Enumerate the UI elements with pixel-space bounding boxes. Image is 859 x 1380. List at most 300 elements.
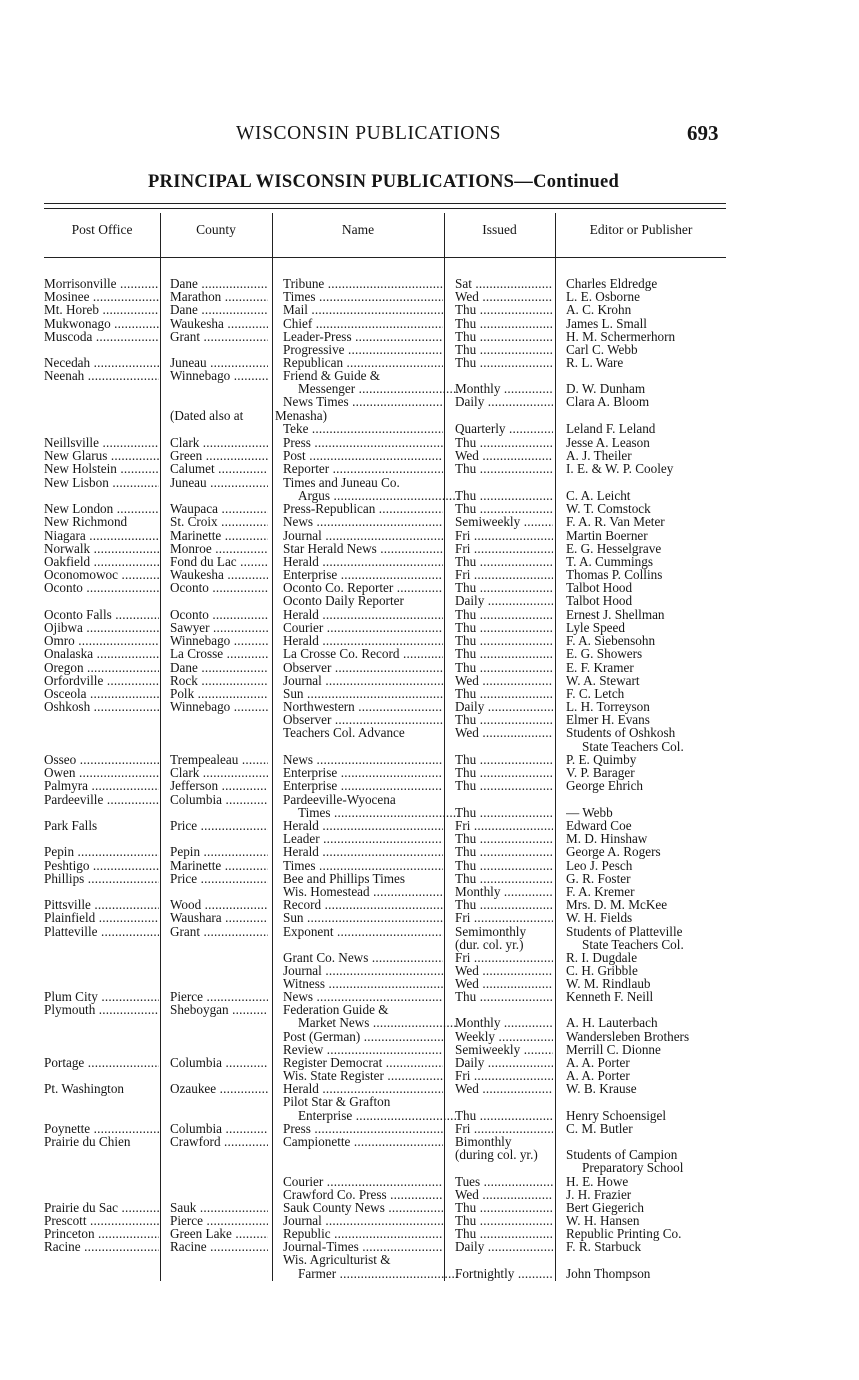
table-row bbox=[0, 409, 859, 423]
issued-cell: Fri ..... bbox=[455, 529, 553, 543]
county-cell: Pepin ..... bbox=[170, 845, 268, 859]
publication-name-cell: Republic ..... bbox=[283, 1227, 443, 1241]
editor-cell: Martin Boerner bbox=[566, 529, 648, 543]
editor-cell: Students of Campion bbox=[566, 1148, 678, 1162]
editor-cell: Merrill C. Dionne bbox=[566, 1043, 661, 1057]
post-office-cell: Osceola ..... bbox=[44, 687, 159, 701]
publication-name-cell: La Crosse Co. Record ..... bbox=[283, 647, 443, 661]
editor-cell: F. A. Kremer bbox=[566, 885, 635, 899]
issued-cell: Bimonthly bbox=[455, 1135, 512, 1149]
issued-cell: Thu ..... bbox=[455, 436, 553, 450]
publication-name-cell: Herald ..... bbox=[283, 634, 443, 648]
table-row bbox=[0, 568, 859, 582]
table-row bbox=[0, 369, 859, 383]
publication-name-cell: Messenger ..... bbox=[298, 382, 458, 396]
county-cell: Marinette ..... bbox=[170, 859, 268, 873]
editor-cell: W. M. Rindlaub bbox=[566, 977, 651, 991]
editor-cell: Thomas P. Collins bbox=[566, 568, 663, 582]
table-row bbox=[0, 303, 859, 317]
county-cell: Fond du Lac ..... bbox=[170, 555, 268, 569]
table-row bbox=[0, 1122, 859, 1136]
publication-name-cell: Journal-Times ..... bbox=[283, 1240, 443, 1254]
table-row bbox=[0, 674, 859, 688]
issued-cell: Thu ..... bbox=[455, 317, 553, 331]
editor-cell: Leo J. Pesch bbox=[566, 859, 633, 873]
table-row bbox=[0, 449, 859, 463]
table-row bbox=[0, 608, 859, 622]
post-office-cell: Norwalk ..... bbox=[44, 542, 159, 556]
table-row bbox=[0, 476, 859, 490]
post-office-cell: Oshkosh ..... bbox=[44, 700, 159, 714]
issued-cell: Fri ..... bbox=[455, 1069, 553, 1083]
issued-cell: Wed ..... bbox=[455, 977, 553, 991]
issued-cell: Thu ..... bbox=[455, 489, 553, 503]
table-row bbox=[0, 819, 859, 833]
county-cell: Marinette ..... bbox=[170, 529, 268, 543]
post-office-cell: New Holstein ..... bbox=[44, 462, 159, 476]
issued-cell: Wed ..... bbox=[455, 964, 553, 978]
post-office-cell: New London ..... bbox=[44, 502, 159, 516]
county-cell: Juneau ..... bbox=[170, 476, 268, 490]
post-office-cell: Peshtigo ..... bbox=[44, 859, 159, 873]
issued-cell: Wed ..... bbox=[455, 290, 553, 304]
post-office-cell: Plymouth ..... bbox=[44, 1003, 159, 1017]
county-cell: Trempealeau ..... bbox=[170, 753, 268, 767]
publication-name-cell: Herald ..... bbox=[283, 1082, 443, 1096]
editor-cell: W. H. Hansen bbox=[566, 1214, 640, 1228]
county-cell: Grant ..... bbox=[170, 925, 268, 939]
publication-name-cell: Observer ..... bbox=[283, 661, 443, 675]
post-office-cell: Neenah ..... bbox=[44, 369, 159, 383]
issued-cell: Thu ..... bbox=[455, 555, 553, 569]
running-title: WISCONSIN PUBLICATIONS bbox=[236, 123, 502, 144]
publication-name-cell: Enterprise ..... bbox=[298, 1109, 458, 1123]
county-cell: Sheboygan ..... bbox=[170, 1003, 268, 1017]
county-cell: Wood ..... bbox=[170, 898, 268, 912]
county-cell: Columbia ..... bbox=[170, 1122, 268, 1136]
editor-cell: C. A. Leicht bbox=[566, 489, 631, 503]
editor-cell: H. E. Howe bbox=[566, 1175, 629, 1189]
editor-cell: V. P. Barager bbox=[566, 766, 635, 780]
table-row bbox=[0, 753, 859, 767]
issued-cell: Thu ..... bbox=[455, 990, 553, 1004]
post-office-cell: Muscoda ..... bbox=[44, 330, 159, 344]
editor-cell: L. E. Osborne bbox=[566, 290, 640, 304]
issued-cell: Thu ..... bbox=[455, 303, 553, 317]
table-row bbox=[0, 872, 859, 886]
issued-cell: Thu ..... bbox=[455, 581, 553, 595]
county-cell: Price ..... bbox=[170, 872, 268, 886]
publication-name-cell: Journal ..... bbox=[283, 529, 443, 543]
editor-cell: John Thompson bbox=[566, 1267, 651, 1281]
publication-name-cell: Bee and Phillips Times bbox=[283, 872, 406, 886]
editor-cell: W. T. Comstock bbox=[566, 502, 651, 516]
table-row bbox=[0, 581, 859, 595]
publication-name-cell: Sun ..... bbox=[283, 687, 443, 701]
publication-name-cell: Northwestern ..... bbox=[283, 700, 443, 714]
issued-cell: (during col. yr.) bbox=[455, 1148, 538, 1162]
issued-cell: Quarterly ..... bbox=[455, 422, 553, 436]
issued-cell: Thu ..... bbox=[455, 462, 553, 476]
issued-cell: Thu ..... bbox=[455, 634, 553, 648]
publication-name-cell: Wis. Agriculturist & bbox=[283, 1253, 391, 1267]
table-row bbox=[0, 542, 859, 556]
county-cell: Ozaukee ..... bbox=[170, 1082, 268, 1096]
table-row bbox=[0, 529, 859, 543]
editor-cell: F. A. Siebensohn bbox=[566, 634, 656, 648]
post-office-cell: New Lisbon ..... bbox=[44, 476, 159, 490]
post-office-cell: Racine ..... bbox=[44, 1240, 159, 1254]
publication-name-cell: News ..... bbox=[283, 515, 443, 529]
post-office-cell: Palmyra ..... bbox=[44, 779, 159, 793]
issued-cell: Thu ..... bbox=[455, 330, 553, 344]
editor-cell: A. A. Porter bbox=[566, 1056, 630, 1070]
publication-name-cell: Journal ..... bbox=[283, 674, 443, 688]
editor-cell: E. G. Showers bbox=[566, 647, 643, 661]
table-row bbox=[0, 1253, 859, 1267]
post-office-cell: Niagara ..... bbox=[44, 529, 159, 543]
county-cell: Green Lake ..... bbox=[170, 1227, 268, 1241]
county-cell: La Crosse ..... bbox=[170, 647, 268, 661]
issued-cell: Fri ..... bbox=[455, 819, 553, 833]
publication-name-cell: Press-Republican ..... bbox=[283, 502, 443, 516]
editor-cell: Lyle Speed bbox=[566, 621, 625, 635]
issued-cell: Monthly ..... bbox=[455, 885, 553, 899]
issued-cell: Thu ..... bbox=[455, 832, 553, 846]
publication-name-cell: Grant Co. News ..... bbox=[283, 951, 443, 965]
table-row bbox=[0, 343, 859, 357]
county-cell: Oconto ..... bbox=[170, 608, 268, 622]
issued-cell: Thu ..... bbox=[455, 806, 553, 820]
publication-name-cell: Argus ..... bbox=[298, 489, 458, 503]
table-row bbox=[0, 740, 859, 754]
table-top-rule bbox=[44, 203, 726, 204]
editor-cell: — Webb bbox=[566, 806, 613, 820]
county-cell: Polk ..... bbox=[170, 687, 268, 701]
post-office-cell: Onalaska ..... bbox=[44, 647, 159, 661]
table-row bbox=[0, 1069, 859, 1083]
issued-cell: Thu ..... bbox=[455, 753, 553, 767]
table-row bbox=[0, 1003, 859, 1017]
editor-cell: E. F. Kramer bbox=[566, 661, 634, 675]
editor-cell: J. H. Frazier bbox=[566, 1188, 632, 1202]
table-head-rule bbox=[44, 257, 726, 258]
issued-cell: Fri ..... bbox=[455, 568, 553, 582]
table-row bbox=[0, 422, 859, 436]
publication-name-cell: Journal ..... bbox=[283, 1214, 443, 1228]
issued-cell: Tues ..... bbox=[455, 1175, 553, 1189]
publication-name-cell: Republican ..... bbox=[283, 356, 443, 370]
editor-cell: P. E. Quimby bbox=[566, 753, 637, 767]
county-cell: Oconto ..... bbox=[170, 581, 268, 595]
issued-cell: Thu ..... bbox=[455, 661, 553, 675]
county-cell: Columbia ..... bbox=[170, 1056, 268, 1070]
publication-name-cell: Herald ..... bbox=[283, 555, 443, 569]
editor-cell: C. H. Gribble bbox=[566, 964, 638, 978]
table-row bbox=[0, 793, 859, 807]
publication-name-cell: Teachers Col. Advance bbox=[283, 726, 405, 740]
publication-name-cell: News ..... bbox=[283, 990, 443, 1004]
publication-name-cell: Leader ..... bbox=[283, 832, 443, 846]
county-cell: Price ..... bbox=[170, 819, 268, 833]
county-cell: Sauk ..... bbox=[170, 1201, 268, 1215]
editor-cell: Preparatory School bbox=[582, 1161, 684, 1175]
county-cell: Green ..... bbox=[170, 449, 268, 463]
table-row bbox=[0, 382, 859, 396]
county-cell: Dane ..... bbox=[170, 303, 268, 317]
table-row bbox=[0, 661, 859, 675]
editor-cell: W. H. Fields bbox=[566, 911, 633, 925]
section-title: PRINCIPAL WISCONSIN PUBLICATIONS—Continued bbox=[147, 172, 620, 192]
editor-cell: F. C. Letch bbox=[566, 687, 625, 701]
editor-cell: C. M. Butler bbox=[566, 1122, 633, 1136]
editor-cell: I. E. & W. P. Cooley bbox=[566, 462, 674, 476]
table-row bbox=[0, 1030, 859, 1044]
county-cell: Waupaca ..... bbox=[170, 502, 268, 516]
issued-cell: Thu ..... bbox=[455, 1227, 553, 1241]
table-row bbox=[0, 898, 859, 912]
table-row bbox=[0, 726, 859, 740]
publication-name-cell: Witness ..... bbox=[283, 977, 443, 991]
publication-name-cell: Sun ..... bbox=[283, 911, 443, 925]
table-row bbox=[0, 713, 859, 727]
editor-cell: A. C. Krohn bbox=[566, 303, 632, 317]
table-row bbox=[0, 356, 859, 370]
publication-name-cell: Federation Guide & bbox=[283, 1003, 389, 1017]
publication-name-cell: Herald ..... bbox=[283, 845, 443, 859]
post-office-cell: Prairie du Sac ..... bbox=[44, 1201, 159, 1215]
issued-cell: Thu ..... bbox=[455, 898, 553, 912]
post-office-cell: Oconto ..... bbox=[44, 581, 159, 595]
issued-cell: Daily ..... bbox=[455, 395, 553, 409]
post-office-cell: Prairie du Chien bbox=[44, 1135, 131, 1149]
table-row bbox=[0, 502, 859, 516]
editor-cell: George Ehrich bbox=[566, 779, 644, 793]
editor-cell: A. A. Porter bbox=[566, 1069, 630, 1083]
issued-cell: Thu ..... bbox=[455, 766, 553, 780]
county-cell: Clark ..... bbox=[170, 766, 268, 780]
publication-name-cell: Mail ..... bbox=[283, 303, 443, 317]
editor-cell: State Teachers Col. bbox=[582, 938, 684, 952]
county-cell: Winnebago ..... bbox=[170, 369, 268, 383]
county-cell: Waushara ..... bbox=[170, 911, 268, 925]
table-row bbox=[0, 845, 859, 859]
publication-name-cell: Farmer ..... bbox=[298, 1267, 458, 1281]
issued-cell: Daily ..... bbox=[455, 700, 553, 714]
table-row bbox=[0, 395, 859, 409]
editor-cell: Edward Coe bbox=[566, 819, 632, 833]
table-row bbox=[0, 290, 859, 304]
post-office-cell: Prescott ..... bbox=[44, 1214, 159, 1228]
publication-name-cell: Observer ..... bbox=[283, 713, 443, 727]
editor-cell: Mrs. D. M. McKee bbox=[566, 898, 668, 912]
col-header-name: Name bbox=[341, 222, 375, 237]
table-row bbox=[0, 515, 859, 529]
table-row bbox=[0, 317, 859, 331]
table-row bbox=[0, 1161, 859, 1175]
post-office-cell: Oregon ..... bbox=[44, 661, 159, 675]
publication-name-cell: Courier ..... bbox=[283, 1175, 443, 1189]
post-office-cell: Pardeeville ..... bbox=[44, 793, 159, 807]
editor-cell: Students of Oshkosh bbox=[566, 726, 676, 740]
table-row bbox=[0, 977, 859, 991]
county-cell: Pierce ..... bbox=[170, 990, 268, 1004]
county-cell: Winnebago ..... bbox=[170, 700, 268, 714]
publication-name-cell: Enterprise ..... bbox=[283, 568, 443, 582]
table-row bbox=[0, 594, 859, 608]
county-cell: Grant ..... bbox=[170, 330, 268, 344]
issued-cell: Wed ..... bbox=[455, 449, 553, 463]
post-office-cell: Omro ..... bbox=[44, 634, 159, 648]
editor-cell: R. I. Dugdale bbox=[566, 951, 638, 965]
publication-name-cell: Courier ..... bbox=[283, 621, 443, 635]
county-cell: Winnebago ..... bbox=[170, 634, 268, 648]
post-office-cell: Owen ..... bbox=[44, 766, 159, 780]
publication-name-cell: Journal ..... bbox=[283, 964, 443, 978]
table-row bbox=[0, 1135, 859, 1149]
table-row bbox=[0, 1188, 859, 1202]
post-office-cell: Phillips ..... bbox=[44, 872, 159, 886]
issued-cell: Thu ..... bbox=[455, 713, 553, 727]
table-row bbox=[0, 1240, 859, 1254]
editor-cell: Kenneth F. Neill bbox=[566, 990, 654, 1004]
issued-cell: Thu ..... bbox=[455, 1201, 553, 1215]
county-cell: St. Croix ..... bbox=[170, 515, 268, 529]
table-row bbox=[0, 1082, 859, 1096]
post-office-cell: Pt. Washington bbox=[44, 1082, 125, 1096]
table-row bbox=[0, 1201, 859, 1215]
editor-cell: G. R. Foster bbox=[566, 872, 631, 886]
issued-cell: Wed ..... bbox=[455, 1082, 553, 1096]
editor-cell: L. H. Torreyson bbox=[566, 700, 650, 714]
issued-cell: Thu ..... bbox=[455, 356, 553, 370]
publication-name-cell: Register Democrat ..... bbox=[283, 1056, 443, 1070]
issued-cell: Wed ..... bbox=[455, 726, 553, 740]
editor-cell: Clara A. Bloom bbox=[566, 395, 650, 409]
post-office-cell: Pittsville ..... bbox=[44, 898, 159, 912]
issued-cell: Fortnightly ..... bbox=[455, 1267, 553, 1281]
issued-cell: Thu ..... bbox=[455, 502, 553, 516]
editor-cell: James L. Small bbox=[566, 317, 647, 331]
editor-cell: State Teachers Col. bbox=[582, 740, 684, 754]
table-top-rule-2 bbox=[44, 208, 726, 209]
publication-name-cell: Oconto Daily Reporter bbox=[283, 594, 404, 608]
county-cell: Calumet ..... bbox=[170, 462, 268, 476]
publication-name-cell: Progressive ..... bbox=[283, 343, 443, 357]
table-row bbox=[0, 1043, 859, 1057]
county-cell: Columbia ..... bbox=[170, 793, 268, 807]
publication-name-cell: Friend & Guide & bbox=[283, 369, 381, 383]
editor-cell: Charles Eldredge bbox=[566, 277, 658, 291]
publication-name-cell: Menasha) bbox=[275, 409, 327, 423]
col-header-county: County bbox=[196, 222, 236, 237]
publication-name-cell: Exponent ..... bbox=[283, 925, 443, 939]
county-cell: Waukesha ..... bbox=[170, 568, 268, 582]
issued-cell: Monthly ..... bbox=[455, 382, 553, 396]
post-office-cell: Park Falls bbox=[44, 819, 98, 833]
publication-name-cell: Leader-Press ..... bbox=[283, 330, 443, 344]
issued-cell: Thu ..... bbox=[455, 872, 553, 886]
issued-cell: Thu ..... bbox=[455, 779, 553, 793]
publication-name-cell: Press ..... bbox=[283, 1122, 443, 1136]
col-header-editor: Editor or Publisher bbox=[589, 222, 693, 237]
county-cell: (Dated also at bbox=[170, 409, 244, 423]
publication-name-cell: Pardeeville-Wyocena bbox=[283, 793, 396, 807]
issued-cell: Thu ..... bbox=[455, 647, 553, 661]
editor-cell: T. A. Cummings bbox=[566, 555, 653, 569]
table-row bbox=[0, 1016, 859, 1030]
issued-cell: Semiweekly ..... bbox=[455, 1043, 553, 1057]
issued-cell: Weekly ..... bbox=[455, 1030, 553, 1044]
issued-cell: Sat ..... bbox=[455, 277, 553, 291]
table-row bbox=[0, 832, 859, 846]
post-office-cell: Morrisonville ..... bbox=[44, 277, 159, 291]
publication-name-cell: Post (German) ..... bbox=[283, 1030, 443, 1044]
editor-cell: E. G. Hesselgrave bbox=[566, 542, 662, 556]
post-office-cell: Necedah ..... bbox=[44, 356, 159, 370]
county-cell: Clark ..... bbox=[170, 436, 268, 450]
editor-cell: W. B. Krause bbox=[566, 1082, 637, 1096]
editor-cell: D. W. Dunham bbox=[566, 382, 646, 396]
county-cell: Marathon ..... bbox=[170, 290, 268, 304]
table-row bbox=[0, 687, 859, 701]
issued-cell: Monthly ..... bbox=[455, 1016, 553, 1030]
post-office-cell: Neillsville ..... bbox=[44, 436, 159, 450]
county-cell: Crawford ..... bbox=[170, 1135, 268, 1149]
issued-cell: Fri ..... bbox=[455, 1122, 553, 1136]
county-cell: Jefferson ..... bbox=[170, 779, 268, 793]
publication-name-cell: Market News ..... bbox=[298, 1016, 458, 1030]
table-row bbox=[0, 779, 859, 793]
col-header-issued: Issued bbox=[482, 222, 517, 237]
issued-cell: Thu ..... bbox=[455, 621, 553, 635]
post-office-cell: Mosinee ..... bbox=[44, 290, 159, 304]
county-cell: Juneau ..... bbox=[170, 356, 268, 370]
publication-name-cell: Oconto Co. Reporter ..... bbox=[283, 581, 443, 595]
issued-cell: (dur. col. yr.) bbox=[455, 938, 524, 952]
table-row bbox=[0, 1175, 859, 1189]
county-cell: Racine ..... bbox=[170, 1240, 268, 1254]
post-office-cell: Princeton ..... bbox=[44, 1227, 159, 1241]
editor-cell: A. H. Lauterbach bbox=[566, 1016, 658, 1030]
county-cell: Rock ..... bbox=[170, 674, 268, 688]
issued-cell: Thu ..... bbox=[455, 845, 553, 859]
table-row bbox=[0, 925, 859, 939]
table-row bbox=[0, 330, 859, 344]
post-office-cell: Orfordville ..... bbox=[44, 674, 159, 688]
publication-name-cell: Record ..... bbox=[283, 898, 443, 912]
table-row bbox=[0, 859, 859, 873]
editor-cell: Talbot Hood bbox=[566, 581, 633, 595]
publication-name-cell: Crawford Co. Press ..... bbox=[283, 1188, 443, 1202]
editor-cell: Elmer H. Evans bbox=[566, 713, 650, 727]
county-cell: Waukesha ..... bbox=[170, 317, 268, 331]
post-office-cell: Plum City ..... bbox=[44, 990, 159, 1004]
issued-cell: Fri ..... bbox=[455, 951, 553, 965]
publication-name-cell: Sauk County News ..... bbox=[283, 1201, 443, 1215]
table-row bbox=[0, 555, 859, 569]
publication-name-cell: Post ..... bbox=[283, 449, 443, 463]
post-office-cell: Osseo ..... bbox=[44, 753, 159, 767]
post-office-cell: Oconto Falls ..... bbox=[44, 608, 159, 622]
publication-name-cell: Chief ..... bbox=[283, 317, 443, 331]
publication-name-cell: Star Herald News ..... bbox=[283, 542, 443, 556]
post-office-cell: Mukwonago ..... bbox=[44, 317, 159, 331]
issued-cell: Daily ..... bbox=[455, 1056, 553, 1070]
publication-name-cell: Times ..... bbox=[298, 806, 458, 820]
issued-cell: Daily ..... bbox=[455, 594, 553, 608]
issued-cell: Daily ..... bbox=[455, 1240, 553, 1254]
